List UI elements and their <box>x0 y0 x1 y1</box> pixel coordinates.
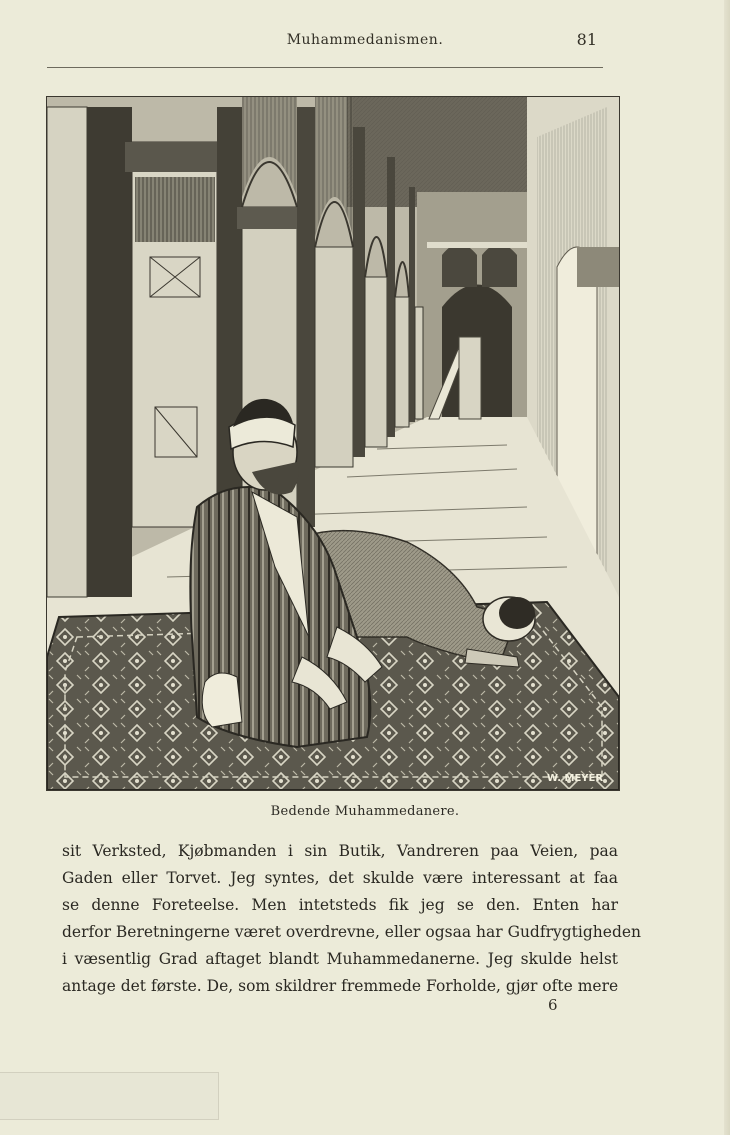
text-line: sit Verksted, Kjøbmanden i sin Butik, Vandreren paa Veien, paa <box>62 842 618 860</box>
library-label-strip <box>0 1072 219 1120</box>
engraving-illustration <box>46 96 620 791</box>
page-edge <box>724 0 730 1135</box>
running-head <box>0 28 730 54</box>
text-line: i væsentlig Grad aftaget blandt Muhammedanerne. Jeg skulde helst <box>62 950 618 968</box>
signature-mark: 6 <box>548 996 558 1014</box>
header-rule <box>47 67 603 68</box>
body-paragraph <box>62 838 642 1000</box>
text-line: antage det første. De, som skildrer fremmede Forholde, gjør ofte mere <box>62 977 619 995</box>
running-title: Muhammedanismen. <box>286 32 444 48</box>
text-line: Gaden eller Torvet. Jeg syntes, det skulde være interessant at faa <box>62 869 618 887</box>
text-line: se denne Foreteelse. Men intetsteds fik jeg se den. Enten har <box>62 896 618 914</box>
page-number: 81 <box>576 30 597 49</box>
engraver-signature: W. MEYER <box>547 773 604 784</box>
figure-caption: Bedende Muhammedanere. <box>270 804 460 819</box>
text-line: derfor Beretningerne været overdrevne, eller ogsaa har Gudfrygtigheden <box>62 923 642 941</box>
